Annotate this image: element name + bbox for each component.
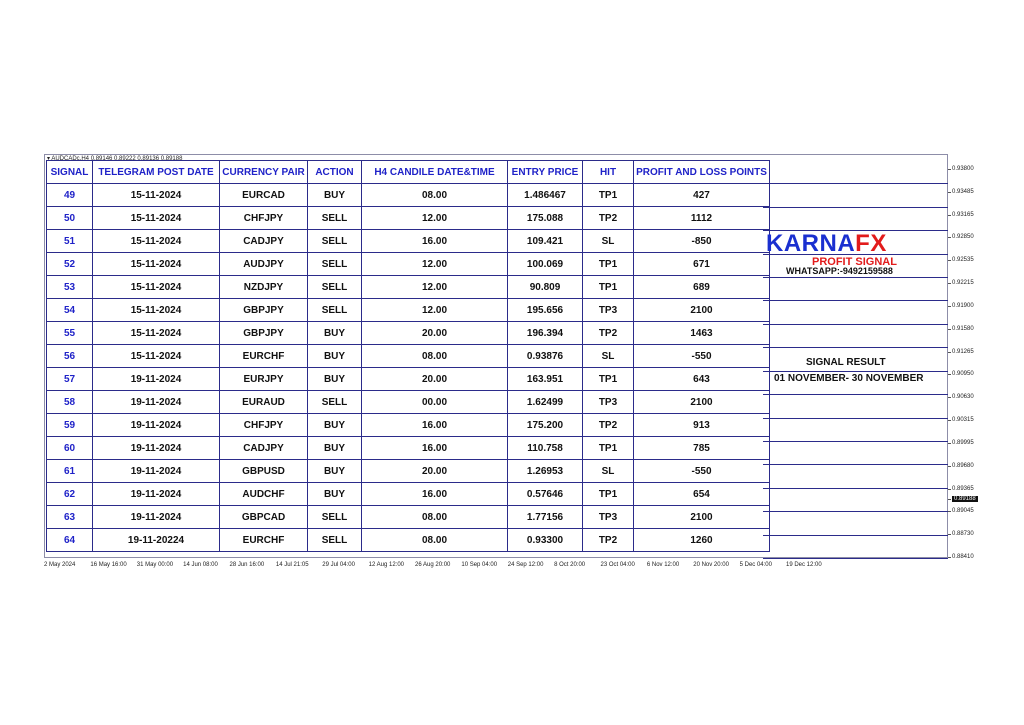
cell-h4-candle-time: 20.00 (362, 460, 508, 483)
cell-signal: 57 (47, 368, 93, 391)
cell-profit-loss-points: 671 (634, 253, 770, 276)
time-tick-label: 5 Dec 04:00 (739, 562, 772, 568)
cell-signal: 63 (47, 506, 93, 529)
price-tick-label: 0.93485 (952, 188, 974, 195)
cell-telegram-post-date: 19-11-2024 (93, 368, 220, 391)
cell-entry-price: 0.93876 (508, 345, 583, 368)
header-signal: SIGNAL (47, 161, 93, 184)
cell-signal: 64 (47, 529, 93, 552)
cell-currency-pair: EURAUD (220, 391, 308, 414)
cell-telegram-post-date: 15-11-2024 (93, 345, 220, 368)
cell-currency-pair: GBPJPY (220, 299, 308, 322)
cell-h4-candle-time: 16.00 (362, 230, 508, 253)
cell-telegram-post-date: 19-11-2024 (93, 437, 220, 460)
cell-h4-candle-time: 16.00 (362, 414, 508, 437)
header-profit-loss-points: PROFIT AND LOSS POINTS (634, 161, 770, 184)
cell-action: BUY (308, 460, 362, 483)
price-axis (949, 154, 1019, 564)
side-panel-divider (763, 324, 948, 325)
cell-h4-candle-time: 20.00 (362, 368, 508, 391)
cell-profit-loss-points: 643 (634, 368, 770, 391)
cell-h4-candle-time: 08.00 (362, 506, 508, 529)
time-tick-label: 10 Sep 04:00 (461, 562, 498, 568)
price-tick-label: 0.91900 (952, 302, 974, 309)
cell-profit-loss-points: 1112 (634, 207, 770, 230)
table-row (47, 529, 770, 552)
cell-h4-candle-time: 16.00 (362, 437, 508, 460)
cell-hit: TP2 (583, 529, 634, 552)
cell-h4-candle-time: 12.00 (362, 253, 508, 276)
side-panel-divider (763, 371, 948, 372)
cell-currency-pair: GBPCAD (220, 506, 308, 529)
cell-telegram-post-date: 15-11-2024 (93, 207, 220, 230)
brand-karna: KARNA (766, 230, 856, 257)
cell-currency-pair: CHFJPY (220, 207, 308, 230)
cell-hit: TP1 (583, 437, 634, 460)
cell-h4-candle-time: 16.00 (362, 483, 508, 506)
cell-profit-loss-points: -850 (634, 230, 770, 253)
cell-telegram-post-date: 15-11-2024 (93, 276, 220, 299)
table-row (47, 460, 770, 483)
cell-action: BUY (308, 437, 362, 460)
current-price-marker: 0.89188 (954, 496, 976, 502)
cell-hit: TP3 (583, 391, 634, 414)
cell-currency-pair: EURCAD (220, 184, 308, 207)
price-tick-label: 0.90630 (952, 394, 974, 401)
cell-telegram-post-date: 15-11-2024 (93, 299, 220, 322)
cell-profit-loss-points: 427 (634, 184, 770, 207)
cell-telegram-post-date: 15-11-2024 (93, 184, 220, 207)
cell-hit: TP1 (583, 184, 634, 207)
table-row (47, 253, 770, 276)
cell-action: SELL (308, 207, 362, 230)
cell-action: SELL (308, 529, 362, 552)
cell-telegram-post-date: 15-11-2024 (93, 322, 220, 345)
cell-profit-loss-points: 1260 (634, 529, 770, 552)
cell-entry-price: 175.200 (508, 414, 583, 437)
side-panel-divider (763, 464, 948, 465)
time-tick-label: 24 Sep 12:00 (507, 562, 544, 568)
cell-h4-candle-time: 20.00 (362, 322, 508, 345)
cell-h4-candle-time: 08.00 (362, 345, 508, 368)
table-row (47, 368, 770, 391)
side-panel-divider (763, 347, 948, 348)
time-tick-label: 26 Aug 20:00 (415, 562, 451, 568)
cell-hit: TP2 (583, 207, 634, 230)
cell-profit-loss-points: 1463 (634, 322, 770, 345)
signal-result-range: 01 NOVEMBER- 30 NOVEMBER (774, 373, 924, 384)
price-tick-label: 0.92850 (952, 234, 974, 241)
cell-hit: SL (583, 460, 634, 483)
cell-profit-loss-points: -550 (634, 345, 770, 368)
price-tick-label: 0.92215 (952, 280, 974, 287)
time-tick-label: 16 May 16:00 (90, 562, 127, 568)
cell-currency-pair: CADJPY (220, 437, 308, 460)
header-h4-candle-time: H4 CANDILE DATE&TIME (362, 161, 508, 184)
cell-entry-price: 196.394 (508, 322, 583, 345)
price-tick-label: 0.89365 (952, 485, 974, 492)
cell-signal: 49 (47, 184, 93, 207)
cell-profit-loss-points: 2100 (634, 391, 770, 414)
cell-entry-price: 90.809 (508, 276, 583, 299)
cell-action: BUY (308, 322, 362, 345)
signal-table (46, 160, 770, 552)
cell-hit: TP1 (583, 276, 634, 299)
cell-currency-pair: EURCHF (220, 345, 308, 368)
table-row (47, 322, 770, 345)
header-entry-price: ENTRY PRICE (508, 161, 583, 184)
cell-entry-price: 110.758 (508, 437, 583, 460)
time-tick-label: 14 Jul 21:05 (275, 562, 309, 568)
side-panel-divider (763, 394, 948, 395)
cell-action: SELL (308, 276, 362, 299)
cell-signal: 61 (47, 460, 93, 483)
cell-telegram-post-date: 15-11-2024 (93, 253, 220, 276)
cell-action: BUY (308, 414, 362, 437)
cell-signal: 59 (47, 414, 93, 437)
price-tick-label: 0.93165 (952, 211, 974, 218)
cell-currency-pair: AUDCHF (220, 483, 308, 506)
table-row (47, 437, 770, 460)
cell-profit-loss-points: 2100 (634, 506, 770, 529)
price-tick-label: 0.89680 (952, 462, 974, 469)
time-tick-label: 20 Nov 20:00 (693, 562, 729, 568)
cell-entry-price: 163.951 (508, 368, 583, 391)
side-panel-divider (763, 511, 948, 512)
side-panel-divider (763, 277, 948, 278)
cell-action: BUY (308, 345, 362, 368)
time-tick-label: 2 May 2024 (44, 562, 76, 568)
cell-entry-price: 1.77156 (508, 506, 583, 529)
cell-profit-loss-points: -550 (634, 460, 770, 483)
side-panel-divider (763, 300, 948, 301)
chart-symbol-info: ▾ AUDCADc,H4 0.89146 0.89222 0.89136 0.89188 (47, 156, 183, 162)
time-tick-label: 14 Jun 08:00 (183, 562, 218, 568)
cell-h4-candle-time: 00.00 (362, 391, 508, 414)
cell-hit: TP3 (583, 299, 634, 322)
cell-signal: 56 (47, 345, 93, 368)
table-row (47, 345, 770, 368)
cell-hit: TP1 (583, 483, 634, 506)
side-panel-divider (763, 207, 948, 208)
time-tick-label: 29 Jul 04:00 (322, 562, 355, 568)
cell-signal: 53 (47, 276, 93, 299)
cell-signal: 62 (47, 483, 93, 506)
cell-entry-price: 0.93300 (508, 529, 583, 552)
time-tick-label: 8 Oct 20:00 (554, 562, 586, 568)
cell-action: SELL (308, 230, 362, 253)
price-tick-label: 0.90950 (952, 371, 974, 378)
cell-entry-price: 1.62499 (508, 391, 583, 414)
cell-h4-candle-time: 08.00 (362, 529, 508, 552)
time-tick-label: 6 Nov 12:00 (646, 562, 680, 568)
cell-hit: TP2 (583, 322, 634, 345)
cell-h4-candle-time: 12.00 (362, 207, 508, 230)
price-tick-label: 0.89995 (952, 439, 974, 446)
time-tick-label: 31 May 00:00 (136, 562, 174, 568)
header-action: ACTION (308, 161, 362, 184)
table-row (47, 207, 770, 230)
cell-currency-pair: EURCHF (220, 529, 308, 552)
side-panel-divider (763, 441, 948, 442)
cell-hit: TP1 (583, 368, 634, 391)
cell-h4-candle-time: 12.00 (362, 299, 508, 322)
table-row (47, 276, 770, 299)
cell-action: SELL (308, 299, 362, 322)
cell-telegram-post-date: 19-11-20224 (93, 529, 220, 552)
table-header-row (47, 161, 770, 184)
price-tick-label: 0.90315 (952, 417, 974, 424)
cell-signal: 51 (47, 230, 93, 253)
cell-signal: 58 (47, 391, 93, 414)
price-tick-label: 0.93800 (952, 166, 974, 172)
cell-currency-pair: NZDJPY (220, 276, 308, 299)
side-panel-divider (763, 418, 948, 419)
side-panel-divider (763, 183, 948, 184)
cell-hit: TP3 (583, 506, 634, 529)
time-tick-label: 12 Aug 12:00 (368, 562, 404, 568)
cell-currency-pair: EURJPY (220, 368, 308, 391)
price-tick-label: 0.91580 (952, 325, 974, 332)
cell-profit-loss-points: 785 (634, 437, 770, 460)
side-panel-divider (763, 488, 948, 489)
cell-currency-pair: CHFJPY (220, 414, 308, 437)
cell-profit-loss-points: 654 (634, 483, 770, 506)
cell-hit: SL (583, 345, 634, 368)
cell-currency-pair: AUDJPY (220, 253, 308, 276)
price-tick-label: 0.88730 (952, 531, 974, 538)
cell-signal: 50 (47, 207, 93, 230)
cell-entry-price: 195.656 (508, 299, 583, 322)
cell-action: BUY (308, 184, 362, 207)
cell-currency-pair: CADJPY (220, 230, 308, 253)
cell-action: SELL (308, 253, 362, 276)
cell-action: SELL (308, 506, 362, 529)
brand-logo (766, 230, 887, 258)
cell-entry-price: 0.57646 (508, 483, 583, 506)
cell-hit: TP1 (583, 253, 634, 276)
cell-action: BUY (308, 368, 362, 391)
cell-signal: 55 (47, 322, 93, 345)
signal-result-title: SIGNAL RESULT (806, 357, 886, 368)
table-row (47, 506, 770, 529)
table-row (47, 299, 770, 322)
table-row (47, 391, 770, 414)
cell-profit-loss-points: 2100 (634, 299, 770, 322)
brand-tagline: PROFIT SIGNAL (812, 256, 897, 268)
cell-telegram-post-date: 19-11-2024 (93, 483, 220, 506)
cell-action: SELL (308, 391, 362, 414)
cell-telegram-post-date: 19-11-2024 (93, 391, 220, 414)
cell-currency-pair: GBPJPY (220, 322, 308, 345)
price-tick-label: 0.88410 (952, 554, 974, 560)
price-tick-label: 0.92535 (952, 257, 974, 264)
price-tick-label: 0.89045 (952, 508, 974, 515)
table-row (47, 230, 770, 253)
cell-currency-pair: GBPUSD (220, 460, 308, 483)
side-panel-divider (763, 535, 948, 536)
cell-signal: 52 (47, 253, 93, 276)
cell-hit: SL (583, 230, 634, 253)
table-row (47, 184, 770, 207)
cell-telegram-post-date: 19-11-2024 (93, 460, 220, 483)
brand-fx: FX (855, 230, 887, 257)
table-row (47, 483, 770, 506)
cell-hit: TP2 (583, 414, 634, 437)
header-telegram-post-date: TELEGRAM POST DATE (93, 161, 220, 184)
table-body (47, 184, 770, 552)
cell-entry-price: 175.088 (508, 207, 583, 230)
time-tick-label: 28 Jun 16:00 (229, 562, 265, 568)
table-row (47, 414, 770, 437)
cell-profit-loss-points: 689 (634, 276, 770, 299)
header-hit: HIT (583, 161, 634, 184)
cell-action: BUY (308, 483, 362, 506)
cell-profit-loss-points: 913 (634, 414, 770, 437)
cell-h4-candle-time: 12.00 (362, 276, 508, 299)
time-tick-label: 19 Dec 12:00 (786, 562, 822, 568)
whatsapp-contact: WHATSAPP:-9492159588 (786, 266, 893, 276)
price-tick-label: 0.91265 (952, 348, 974, 355)
cell-telegram-post-date: 19-11-2024 (93, 414, 220, 437)
cell-entry-price: 100.069 (508, 253, 583, 276)
time-tick-label: 23 Oct 04:00 (600, 562, 635, 568)
cell-h4-candle-time: 08.00 (362, 184, 508, 207)
cell-telegram-post-date: 19-11-2024 (93, 506, 220, 529)
cell-telegram-post-date: 15-11-2024 (93, 230, 220, 253)
cell-signal: 54 (47, 299, 93, 322)
cell-entry-price: 1.486467 (508, 184, 583, 207)
cell-signal: 60 (47, 437, 93, 460)
side-panel-divider (763, 558, 948, 559)
cell-entry-price: 1.26953 (508, 460, 583, 483)
header-currency-pair: CURRENCY PAIR (220, 161, 308, 184)
cell-entry-price: 109.421 (508, 230, 583, 253)
